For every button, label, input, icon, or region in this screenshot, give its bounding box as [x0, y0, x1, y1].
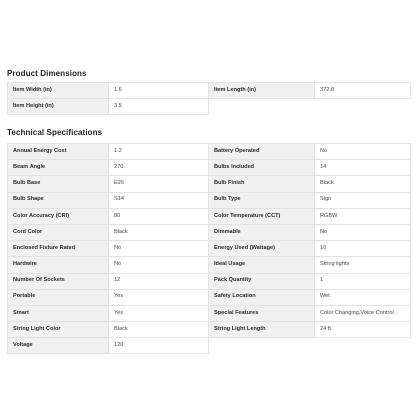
technical-specifications-title: Technical Specifications: [7, 128, 103, 137]
spec-value: Black: [109, 224, 209, 240]
table-row: [8, 273, 411, 289]
spec-label: Beam Angle: [8, 160, 109, 176]
spec-value: No: [109, 241, 209, 257]
table-row: [8, 241, 411, 257]
spec-value: 120: [109, 338, 209, 354]
table-row: [8, 289, 411, 305]
spec-label: Color Accuracy (CRI): [8, 208, 109, 224]
table-row: [8, 322, 411, 338]
spec-label: Energy Used (Wattage): [209, 241, 315, 257]
table-row: [8, 305, 411, 321]
spec-value: Yes: [109, 305, 209, 321]
spec-value: S14: [109, 192, 209, 208]
spec-label: Enclosed Fixture Rated: [8, 241, 109, 257]
table-row: [8, 257, 411, 273]
spec-value: No: [109, 257, 209, 273]
table-row: [8, 224, 411, 240]
spec-value: 1: [315, 273, 411, 289]
spec-value: No: [315, 144, 411, 160]
table-row: [8, 176, 411, 192]
product-dimensions-table: [7, 82, 411, 115]
spec-value: Wet: [315, 289, 411, 305]
spec-label: Hardwire: [8, 257, 109, 273]
spec-value: E26: [109, 176, 209, 192]
spec-label: Safety Location: [209, 289, 315, 305]
spec-label: Item Length (in): [209, 83, 315, 99]
spec-value: 80: [109, 208, 209, 224]
spec-value: 3.5: [109, 99, 209, 115]
table-row: [8, 160, 411, 176]
table-row: [8, 83, 411, 99]
spec-label: Bulb Shape: [8, 192, 109, 208]
spec-label: Cord Color: [8, 224, 109, 240]
table-row: [8, 208, 411, 224]
spec-value: No: [315, 224, 411, 240]
spec-label: Smart: [8, 305, 109, 321]
spec-value: 10: [315, 241, 411, 257]
spec-label: Portable: [8, 289, 109, 305]
spec-value: RGBW: [315, 208, 411, 224]
spec-label: Voltage: [8, 338, 109, 354]
spec-label: Item Width (in): [8, 83, 109, 99]
spec-label: Bulbs Included: [209, 160, 315, 176]
table-row: [8, 338, 411, 354]
table-row: [8, 144, 411, 160]
spec-label: Bulb Type: [209, 192, 315, 208]
spec-value: String lights: [315, 257, 411, 273]
spec-value: Yes: [109, 289, 209, 305]
spec-value: 372.8: [315, 83, 411, 99]
spec-label: Annual Energy Cost: [8, 144, 109, 160]
spec-label: Bulb Finish: [209, 176, 315, 192]
spec-value: 14: [315, 160, 411, 176]
spec-value: Color Changing,Voice Control: [315, 305, 411, 321]
spec-label: Battery Operated: [209, 144, 315, 160]
spec-label: Special Features: [209, 305, 315, 321]
spec-value: Sign: [315, 192, 411, 208]
spec-value: 1.2: [109, 144, 209, 160]
table-row: [8, 192, 411, 208]
spec-label: Bulb Base: [8, 176, 109, 192]
spec-label: Dimmable: [209, 224, 315, 240]
spec-value: 270: [109, 160, 209, 176]
spec-value: Black: [315, 176, 411, 192]
spec-label: Pack Quantity: [209, 273, 315, 289]
spec-label: Ideal Usage: [209, 257, 315, 273]
product-dimensions-title: Product Dimensions: [7, 69, 87, 78]
spec-label: Item Height (in): [8, 99, 109, 115]
spec-label: String Light Color: [8, 322, 109, 338]
spec-label: Number Of Sockets: [8, 273, 109, 289]
technical-specifications-table: [7, 143, 411, 354]
spec-value: Black: [109, 322, 209, 338]
spec-value: 12: [109, 273, 209, 289]
spec-value: 24 ft.: [315, 322, 411, 338]
table-row: [8, 99, 411, 115]
spec-value: 1.6: [109, 83, 209, 99]
spec-label: Color Temperature (CCT): [209, 208, 315, 224]
spec-label: String Light Length: [209, 322, 315, 338]
